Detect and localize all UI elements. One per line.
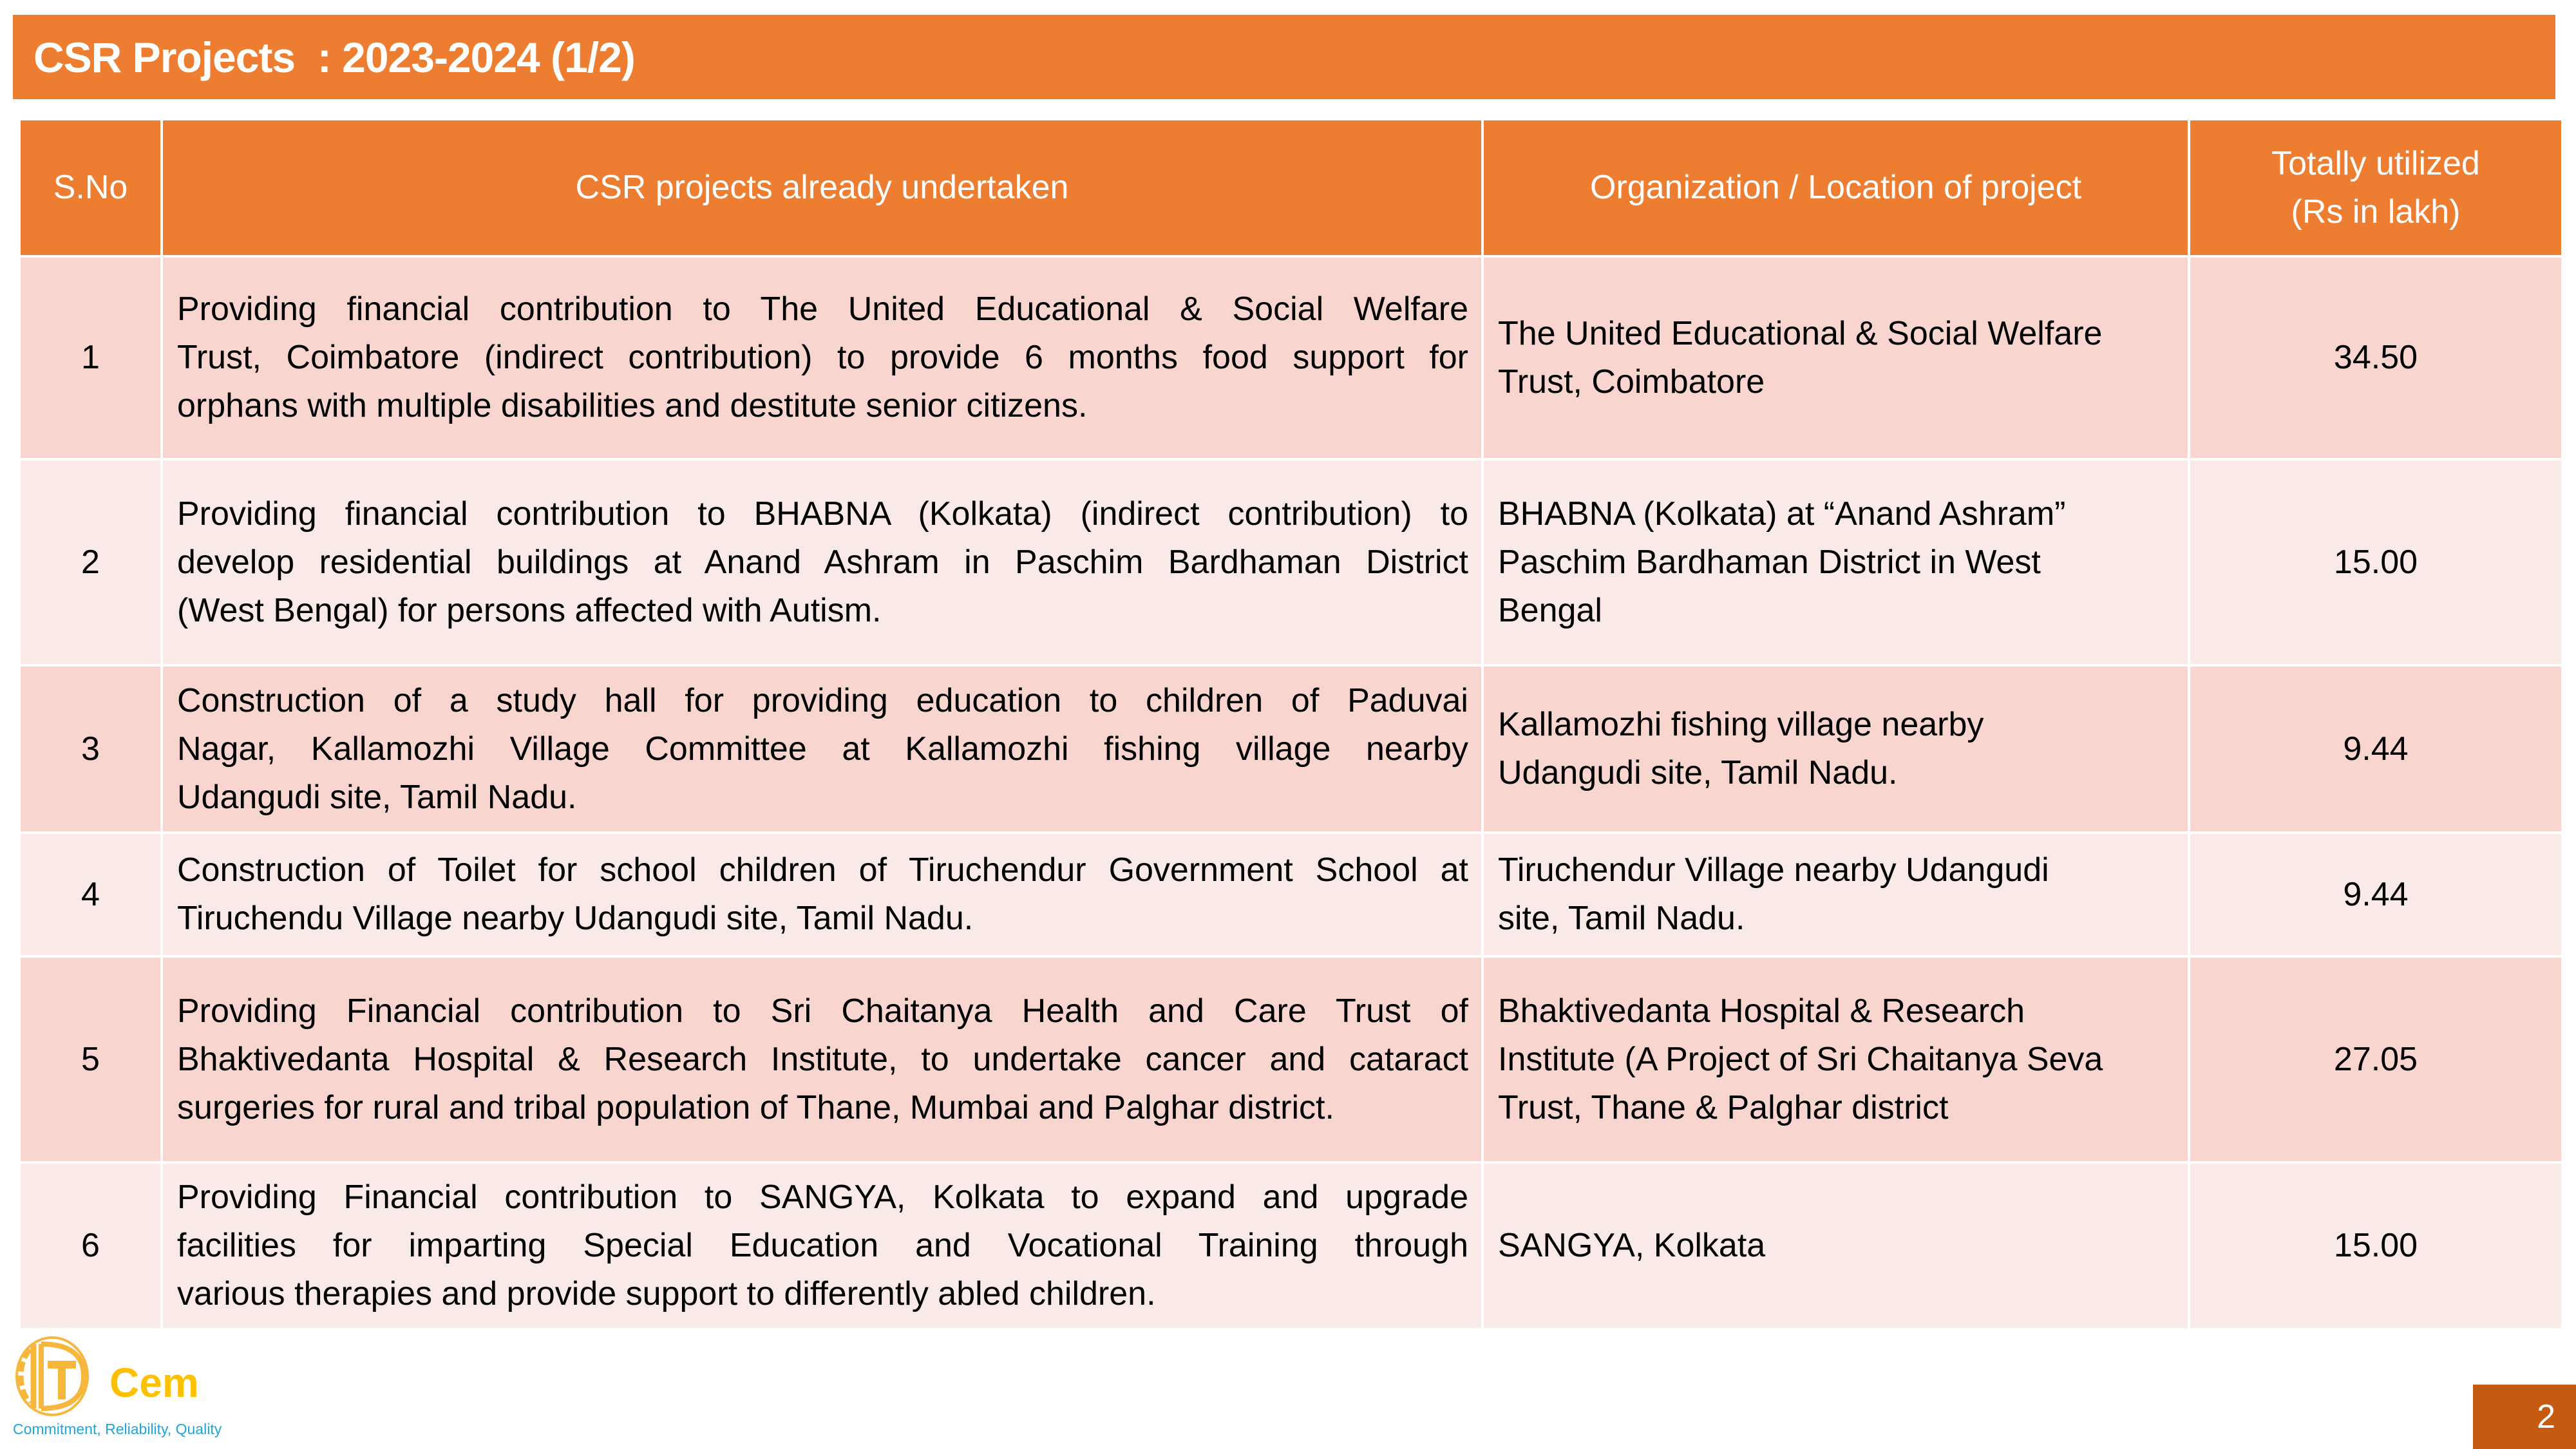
cell-organization <box>1484 1164 2188 1328</box>
cell-organization <box>1484 460 2188 664</box>
organization-line: Udangudi site, Tamil Nadu. <box>1498 754 1898 791</box>
organization-line: Paschim Bardhaman District in West <box>1498 543 2041 581</box>
organization-line: Kallamozhi fishing village nearby <box>1498 706 1984 743</box>
header-sno-label: S.No <box>53 169 128 206</box>
organization-line: Bhaktivedanta Hospital & Research <box>1498 992 2025 1030</box>
project-description-line: Providing financial contribution to BHABNA (Kolkata) (indirect contribution) to <box>177 495 1468 533</box>
cell-project-description <box>163 958 1481 1161</box>
sno-value: 1 <box>81 339 100 376</box>
project-description <box>177 1173 1468 1318</box>
amount-value: 9.44 <box>2343 875 2409 913</box>
csr-projects-table <box>21 120 2553 1332</box>
amount-value: 15.00 <box>2333 543 2418 581</box>
organization-line: Trust, Coimbatore <box>1498 363 1765 401</box>
cell-organization <box>1484 667 2188 831</box>
cell-sno <box>21 1164 160 1328</box>
cell-organization <box>1484 958 2188 1161</box>
header-organization-label: Organization / Location of project <box>1589 169 2082 206</box>
project-description-line: develop residential buildings at Anand Ashram in Paschim Bardhaman District <box>177 543 1468 581</box>
project-description-line: Udangudi site, Tamil Nadu. <box>177 778 577 816</box>
project-description-line: orphans with multiple disabilities and destitute senior citizens. <box>177 387 1088 424</box>
amount-value: 27.05 <box>2333 1040 2418 1078</box>
project-description <box>177 987 1468 1132</box>
amount-value: 9.44 <box>2343 730 2409 768</box>
organization-line: The United Educational & Social Welfare <box>1498 314 2103 352</box>
page-number: 2 <box>2537 1398 2555 1435</box>
header-amount-line-1: Totally utilized <box>2271 144 2480 182</box>
sno-value: 4 <box>81 875 100 913</box>
amount-value: 15.00 <box>2333 1227 2418 1264</box>
brand-name: Cem <box>109 1359 199 1406</box>
sno-value: 3 <box>81 730 100 768</box>
header-project <box>163 120 1481 255</box>
cell-project-description <box>163 460 1481 664</box>
organization-location <box>1498 987 2175 1132</box>
project-description-line: Providing Financial contribution to Sri Chaitanya Health and Care Trust of <box>177 992 1468 1030</box>
organization-line: Bengal <box>1498 591 1602 629</box>
amount-value: 34.50 <box>2333 339 2418 376</box>
cell-amount <box>2190 460 2561 664</box>
organization-location <box>1498 701 2175 797</box>
cell-organization <box>1484 834 2188 955</box>
sno-value: 6 <box>81 1227 100 1264</box>
cell-sno <box>21 258 160 458</box>
cell-project-description <box>163 834 1481 955</box>
cell-amount <box>2190 834 2561 955</box>
project-description-line: Tiruchendu Village nearby Udangudi site, Tamil Nadu. <box>177 900 974 937</box>
header-organization <box>1484 120 2188 255</box>
header-project-label: CSR projects already undertaken <box>575 169 1069 206</box>
project-description-line: Bhaktivedanta Hospital & Research Institute, to undertake cancer and cataract <box>177 1040 1468 1078</box>
organization-location <box>1498 846 2175 943</box>
project-description-line: Construction of a study hall for providing education to children of Paduvai <box>177 681 1468 719</box>
brand-tagline: Commitment, Reliability, Quality <box>13 1421 222 1437</box>
cell-project-description <box>163 258 1481 458</box>
project-description-line: surgeries for rural and tribal population of Thane, Mumbai and Palghar district. <box>177 1088 1334 1126</box>
organization-location <box>1498 490 2175 635</box>
cell-sno <box>21 460 160 664</box>
organization-line: Trust, Thane & Palghar district <box>1498 1088 1949 1126</box>
project-description-line: Providing financial contribution to The United Educational & Social Welfare <box>177 290 1468 328</box>
cell-project-description <box>163 1164 1481 1328</box>
cell-amount <box>2190 667 2561 831</box>
header-sno <box>21 120 160 255</box>
slide-title: CSR Projects : 2023-2024 (1/2) <box>33 33 635 81</box>
project-description-line: Trust, Coimbatore (indirect contribution) to provide 6 months food support for <box>177 339 1468 376</box>
organization-location <box>1498 310 2175 406</box>
page-number-badge <box>2473 1385 2576 1449</box>
cell-sno <box>21 834 160 955</box>
project-description-line: facilities for imparting Special Education and Vocational Training through <box>177 1227 1468 1264</box>
sno-value: 5 <box>81 1040 100 1078</box>
cell-sno <box>21 958 160 1161</box>
header-amount-lines <box>2271 140 2480 236</box>
sno-value: 2 <box>81 543 100 581</box>
organization-line: BHABNA (Kolkata) at “Anand Ashram” <box>1498 495 2066 533</box>
project-description-line: (West Bengal) for persons affected with Autism. <box>177 591 882 629</box>
cell-amount <box>2190 258 2561 458</box>
cell-amount <box>2190 1164 2561 1328</box>
project-description <box>177 677 1468 822</box>
organization-line: Tiruchendur Village nearby Udangudi <box>1498 851 2049 889</box>
cell-project-description <box>163 667 1481 831</box>
project-description <box>177 285 1468 430</box>
slide-title-bar <box>13 15 2555 99</box>
cell-organization <box>1484 258 2188 458</box>
project-description <box>177 846 1468 943</box>
cell-amount <box>2190 958 2561 1161</box>
organization-location <box>1498 1222 2175 1270</box>
organization-line: Institute (A Project of Sri Chaitanya Seva <box>1498 1040 2103 1078</box>
project-description-line: Nagar, Kallamozhi Village Committee at Kallamozhi fishing village nearby <box>177 730 1468 768</box>
project-description-line: various therapies and provide support to differently abled children. <box>177 1275 1156 1312</box>
organization-line: SANGYA, Kolkata <box>1498 1227 1766 1264</box>
header-amount-line-2: (Rs in lakh) <box>2291 193 2461 231</box>
itcem-logo-icon <box>14 1335 90 1417</box>
cell-sno <box>21 667 160 831</box>
header-amount <box>2190 120 2561 255</box>
project-description-line: Construction of Toilet for school children of Tiruchendur Government School at <box>177 851 1468 889</box>
project-description-line: Providing Financial contribution to SANGYA, Kolkata to expand and upgrade <box>177 1179 1468 1216</box>
project-description <box>177 490 1468 635</box>
organization-line: site, Tamil Nadu. <box>1498 900 1745 937</box>
